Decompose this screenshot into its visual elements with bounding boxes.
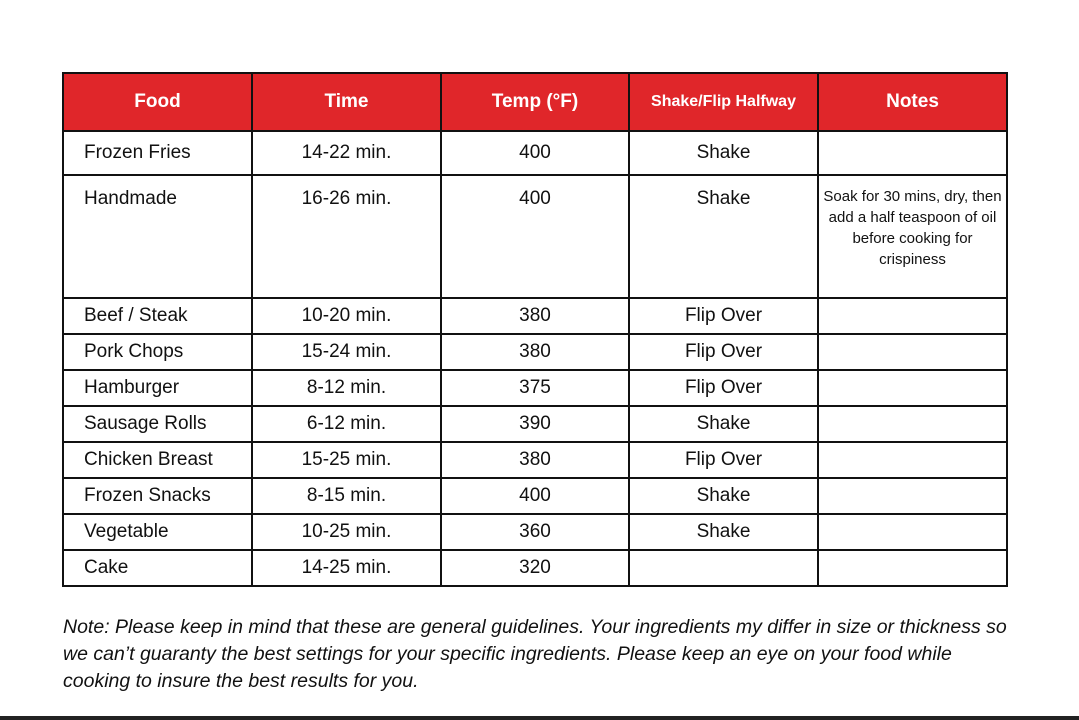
notes-cell — [818, 406, 1007, 442]
table-row — [63, 298, 1007, 334]
notes-cell — [818, 298, 1007, 334]
food-cell: Frozen Snacks — [63, 478, 252, 514]
food-cell: Cake — [63, 550, 252, 586]
temp-cell: 400 — [441, 175, 629, 298]
notes-cell — [818, 370, 1007, 406]
time-cell: 8-12 min. — [252, 370, 441, 406]
food-cell: Frozen Fries — [63, 131, 252, 175]
notes-cell — [818, 131, 1007, 175]
table-row — [63, 175, 1007, 298]
action-cell: Flip Over — [629, 298, 818, 334]
time-cell: 10-20 min. — [252, 298, 441, 334]
action-cell: Shake — [629, 406, 818, 442]
notes-cell — [818, 442, 1007, 478]
action-cell: Shake — [629, 175, 818, 298]
header-food: Food — [63, 73, 252, 131]
header-temp: Temp (°F) — [441, 73, 629, 131]
food-cell: Hamburger — [63, 370, 252, 406]
bottom-divider — [0, 716, 1079, 720]
notes-cell — [818, 478, 1007, 514]
notes-cell — [818, 514, 1007, 550]
time-cell: 8-15 min. — [252, 478, 441, 514]
food-cell: Beef / Steak — [63, 298, 252, 334]
time-cell: 16-26 min. — [252, 175, 441, 298]
notes-cell — [818, 550, 1007, 586]
food-cell: Handmade — [63, 175, 252, 298]
action-cell — [629, 550, 818, 586]
temp-cell: 380 — [441, 298, 629, 334]
disclaimer-note: Note: Please keep in mind that these are general guidelines. Your ingredients my differ in size or thickness so we can’t guaranty the best settings for your specific ingredients. Please keep an eye on your food while cooking to insure the best results for you. — [63, 615, 1007, 692]
table-row — [63, 406, 1007, 442]
cooking-table — [62, 72, 1008, 587]
time-cell: 14-25 min. — [252, 550, 441, 586]
action-cell: Shake — [629, 514, 818, 550]
temp-cell: 390 — [441, 406, 629, 442]
header-time: Time — [252, 73, 441, 131]
action-cell: Flip Over — [629, 442, 818, 478]
time-cell: 15-25 min. — [252, 442, 441, 478]
cooking-chart — [62, 72, 1006, 587]
time-cell: 15-24 min. — [252, 334, 441, 370]
temp-cell: 400 — [441, 131, 629, 175]
table-row — [63, 131, 1007, 175]
time-cell: 6-12 min. — [252, 406, 441, 442]
temp-cell: 375 — [441, 370, 629, 406]
food-cell: Sausage Rolls — [63, 406, 252, 442]
table-row — [63, 550, 1007, 586]
action-cell: Flip Over — [629, 370, 818, 406]
table-header-row — [63, 73, 1007, 131]
action-cell: Shake — [629, 478, 818, 514]
table-row — [63, 370, 1007, 406]
food-cell: Chicken Breast — [63, 442, 252, 478]
temp-cell: 380 — [441, 334, 629, 370]
temp-cell: 380 — [441, 442, 629, 478]
table-row — [63, 442, 1007, 478]
action-cell: Flip Over — [629, 334, 818, 370]
action-cell: Shake — [629, 131, 818, 175]
temp-cell: 400 — [441, 478, 629, 514]
header-notes: Notes — [818, 73, 1007, 131]
time-cell: 10-25 min. — [252, 514, 441, 550]
time-cell: 14-22 min. — [252, 131, 441, 175]
notes-cell — [818, 334, 1007, 370]
temp-cell: 320 — [441, 550, 629, 586]
table-row — [63, 478, 1007, 514]
header-shake-flip: Shake/Flip Halfway — [629, 73, 818, 131]
table-row — [63, 514, 1007, 550]
food-cell: Vegetable — [63, 514, 252, 550]
temp-cell: 360 — [441, 514, 629, 550]
notes-cell: Soak for 30 mins, dry, then add a half teaspoon of oil before cooking for crispiness — [818, 175, 1007, 298]
table-row — [63, 334, 1007, 370]
food-cell: Pork Chops — [63, 334, 252, 370]
